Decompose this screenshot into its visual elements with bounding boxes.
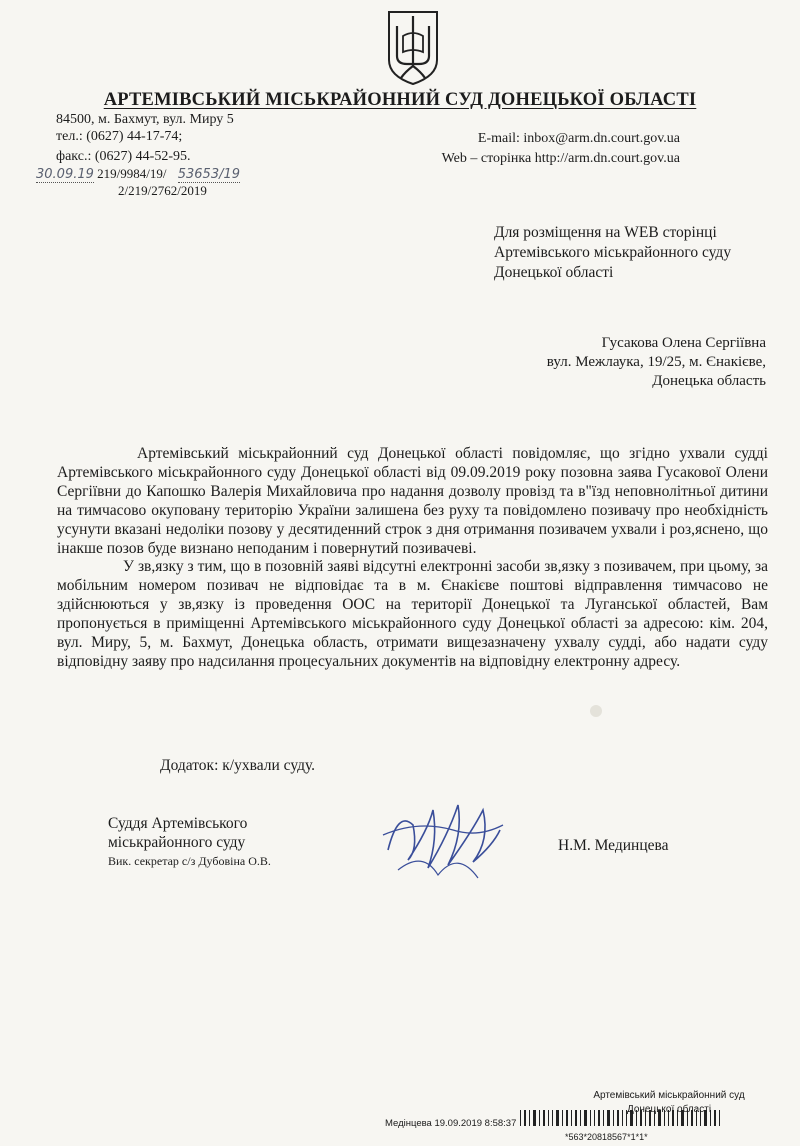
court-stamp (538, 1090, 800, 1101)
court-contacts (56, 111, 234, 165)
handwritten-signature (378, 790, 508, 885)
stamp-line2: Донецької області (626, 1104, 712, 1115)
trident-emblem-icon (383, 8, 443, 86)
body-paragraph-1: Артемівський міськрайонний суд Донецької області повідомляє, що згідно ухвали судді Артемівського міськрайонного суду Донецької області від 09.09.2019 року позовна заява Гусакової Олени Сергіївни до Капошко Валерія Михайловича про надання дозволу провізд та в"їзд неповнолітньої дитини на тимчасово окуповану територію України залишена без руху та повідомлено позивачу про необхідність усунути вказані недоліки позову у десятиденний строк з дня отримання позивачем ухвали і роз,яснено, що інакше позов буде визнано неподаним і повернутий позивачеві. (57, 445, 768, 557)
court-email: E-mail: inbox@arm.dn.court.gov.ua (477, 131, 680, 146)
body-paragraph-2: У зв,язку з тим, що в позовній заяві відсутні електронні засоби зв,язку з позивачем, при цьому, за мобільним номером позивач не відповідає та в м. Єнакієве поштові відправлення тимчасово не здійснюються у зв,язку із проведення ООС на території Донецької та Луганської областей, Вам пропонується в приміщенні Артемівського міськрайонного суду Донецької області за адресою: кім. 204, вул. Миру, 5, м. Бахмут, Донецька область, отримати вищезазначену ухвалу судді, або надати суду відповідну заяву про надсилання процесуальних документів на відповідну електронну адресу. (57, 558, 768, 670)
case-number: 219/9984/19/ (97, 166, 167, 181)
recipient-street: вул. Межлаука, 19/25, м. Єнакієве, (546, 354, 766, 370)
executor-line: Вик. секретар с/з Дубовіна О.В. (108, 854, 271, 868)
court-fax: факс.: (0627) 44-52-95. (56, 149, 191, 164)
court-web-contacts (420, 130, 680, 167)
registration-date: 30.09.19 (36, 167, 94, 182)
registration-line (36, 166, 240, 182)
stamp-line1: Артемівський міськрайонний суд (593, 1090, 745, 1101)
web-recipient-line2: Артемівського міськрайонного суду (494, 244, 732, 261)
recipient-region: Донецька область (652, 373, 766, 389)
judge-name: Н.М. Мединцева (558, 837, 669, 854)
stamp-footer: Медінцева 19.09.2019 8:58:37 (385, 1118, 517, 1129)
court-address: 84500, м. Бахмут, вул. Миру 5 (56, 112, 234, 127)
outgoing-number: 53653/19 (177, 167, 241, 182)
barcode-number: *563*20818567*1*1* (565, 1132, 648, 1142)
web-recipient-line1: Для розміщення на WEB сторінці (494, 224, 717, 241)
proceeding-number: 2/219/2762/2019 (118, 183, 207, 198)
signature-title-block (108, 814, 271, 871)
judge-title-line2: міськрайонного суду (108, 834, 246, 851)
attachment-note: Додаток: к/ухвали суду. (160, 757, 316, 774)
judge-title-line1: Суддя Артемівського (108, 815, 248, 832)
recipient-block (520, 334, 766, 391)
punch-hole (590, 705, 602, 717)
court-phone: тел.: (0627) 44-17-74; (56, 129, 183, 144)
court-title: АРТЕМІВСЬКИЙ МІСЬКРАЙОННИЙ СУД ДОНЕЦЬКОЇ ОБЛАСТІ (103, 90, 697, 110)
recipient-name: Гусакова Олена Сергіївна (601, 335, 766, 351)
web-recipient-line3: Донецької області (494, 264, 614, 281)
web-recipient-block (494, 223, 731, 283)
court-website: Web – сторінка http://arm.dn.court.gov.ua (441, 151, 680, 166)
